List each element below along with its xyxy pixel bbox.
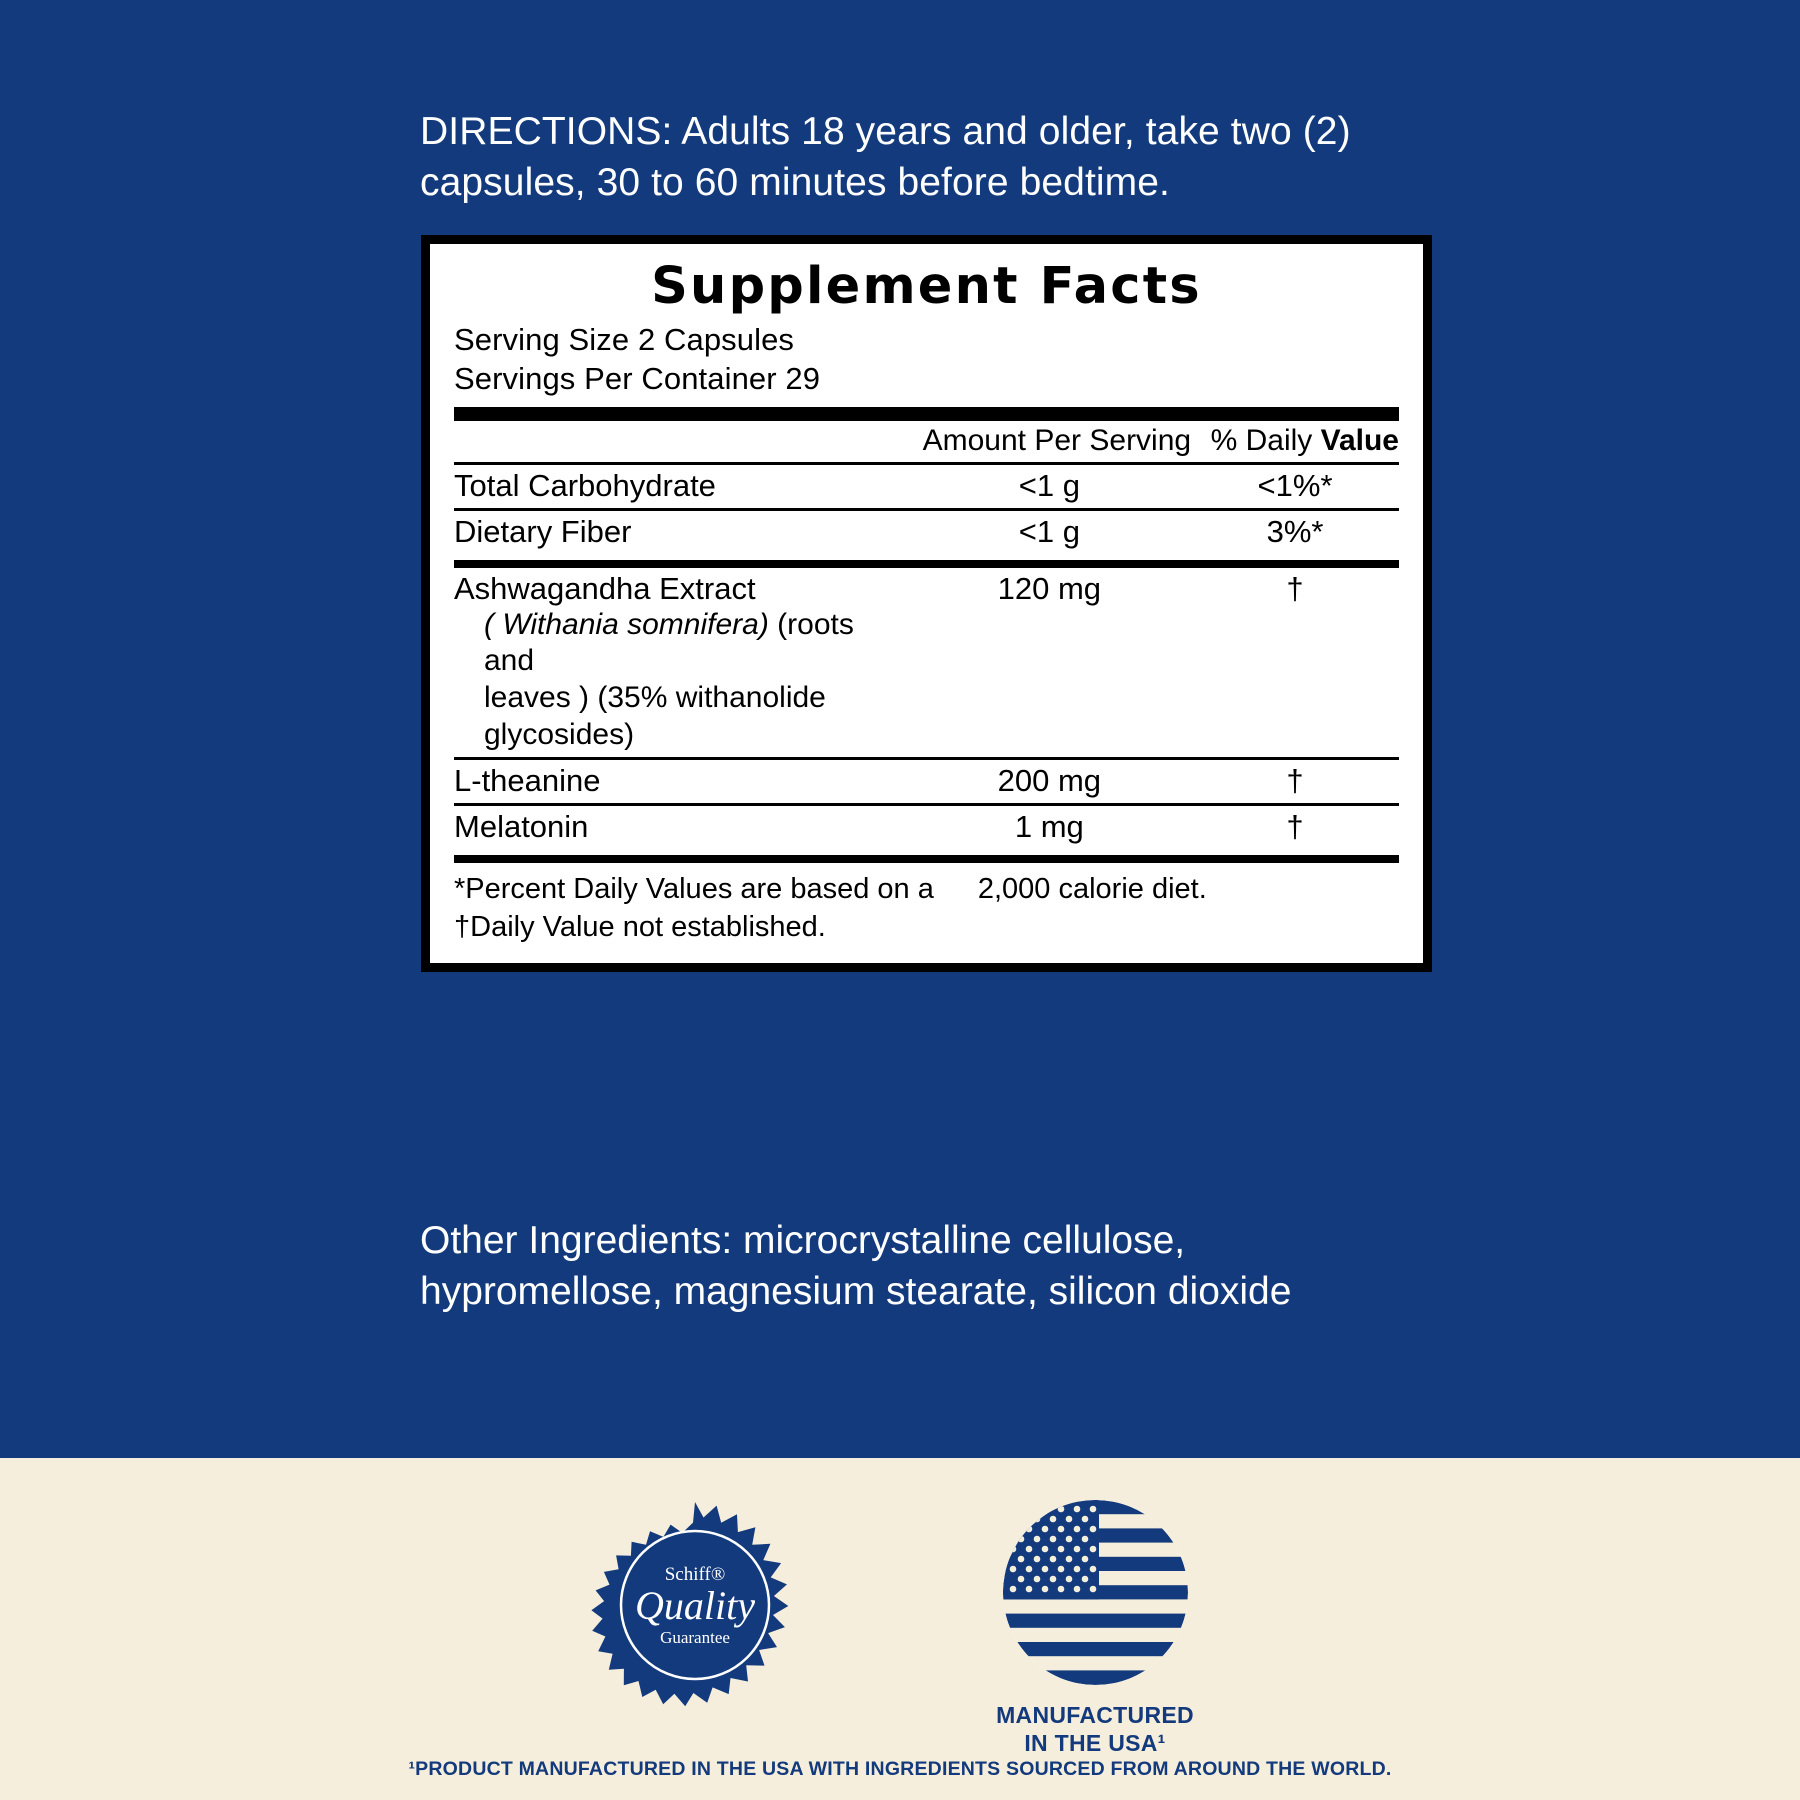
footnote-dagger: †Daily Value not established.	[454, 910, 826, 943]
row-name-dietary-fiber: Dietary Fiber	[454, 513, 632, 549]
other-ingredients-line-2: hypromellose, magnesium stearate, silicon dioxide	[420, 1270, 1292, 1314]
table-row	[454, 465, 1399, 508]
supplement-facts-panel	[421, 235, 1432, 972]
row-name-total-carbohydrate: Total Carbohydrate	[454, 467, 716, 503]
usa-flag-circle-icon	[1003, 1500, 1188, 1685]
footnotes	[454, 863, 1399, 946]
other-ingredients-line-1: Other Ingredients: microcrystalline cellulose,	[420, 1219, 1186, 1262]
servings-per-container: Servings Per Container 29	[454, 361, 821, 397]
usa-caption	[996, 1701, 1194, 1757]
ashwagandha-sub-1: ( Withania somnifera) (roots and	[484, 607, 854, 678]
serving-info	[454, 320, 1399, 399]
table-row	[454, 760, 1399, 803]
header-blank	[454, 421, 908, 462]
directions-line-2: capsules, 30 to 60 minutes before bedtime.	[420, 161, 1170, 205]
usa-flag-icon	[1003, 1500, 1188, 1685]
serving-size: Serving Size 2 Capsules	[454, 321, 795, 357]
table-row	[454, 568, 1399, 757]
ashwagandha-label: Ashwagandha Extract	[454, 570, 756, 606]
table-row	[454, 806, 1399, 849]
ingredient-rows-2	[454, 760, 1399, 803]
footnote-daily-values: *Percent Daily Values are based on a 2,000 calorie diet.	[454, 873, 1207, 906]
other-ingredients-text	[420, 1215, 1480, 1318]
divider-thick-top	[454, 407, 1399, 421]
header-daily-value: % Daily Value	[1210, 423, 1399, 457]
row-amount-total-carbohydrate: <1 g	[1018, 467, 1080, 503]
directions-line-1: DIRECTIONS: Adults 18 years and older, take two (2)	[420, 110, 1351, 153]
divider-med-ingredients	[454, 560, 1399, 568]
supplement-facts-table	[454, 421, 1399, 462]
ingredient-rows	[454, 568, 1399, 757]
row-dv-total-carbohydrate: <1%*	[1257, 467, 1333, 503]
quality-seal-badge	[590, 1500, 800, 1710]
row-dv-melatonin: †	[1286, 809, 1304, 845]
usa-caption-line-2: IN THE USA¹	[1024, 1730, 1166, 1757]
row-amount-dietary-fiber: <1 g	[1018, 513, 1080, 549]
nutrient-rows	[454, 465, 1399, 508]
row-dv-dietary-fiber: 3%*	[1266, 513, 1324, 549]
header-amount-per-serving: Amount Per Serving	[922, 423, 1192, 457]
usa-caption-line-1: MANUFACTURED	[996, 1702, 1194, 1728]
seal-quality: Quality	[635, 1582, 755, 1628]
footer-footnote: ¹PRODUCT MANUFACTURED IN THE USA WITH INGREDIENTS SOURCED FROM AROUND THE WORLD.	[408, 1758, 1392, 1780]
row-name-melatonin: Melatonin	[454, 809, 589, 845]
manufactured-in-usa-badge	[980, 1500, 1210, 1757]
badges-row	[0, 1500, 1800, 1757]
seal-brand: Schiff®	[664, 1563, 726, 1585]
row-dv-l-theanine: †	[1286, 763, 1304, 799]
row-amount-ashwagandha: 120 mg	[997, 570, 1102, 606]
quality-seal-text	[590, 1500, 800, 1710]
ingredient-rows-3	[454, 806, 1399, 849]
nutrient-rows-2	[454, 511, 1399, 554]
seal-guarantee: Guarantee	[660, 1627, 730, 1647]
row-amount-melatonin: 1 mg	[1014, 809, 1084, 845]
row-dv-ashwagandha: †	[1286, 570, 1304, 606]
table-header-row	[454, 421, 1399, 462]
row-amount-l-theanine: 200 mg	[997, 763, 1102, 799]
row-name-l-theanine: L-theanine	[454, 763, 601, 799]
supplement-facts-title: Supplement Facts	[651, 257, 1202, 316]
directions-text	[420, 106, 1450, 209]
table-row	[454, 511, 1399, 554]
footer-band	[0, 1458, 1800, 1800]
ashwagandha-sub-2: leaves ) (35% withanolide glycosides)	[484, 681, 826, 751]
row-name-ashwagandha	[454, 568, 908, 757]
divider-med-footnotes	[454, 855, 1399, 863]
